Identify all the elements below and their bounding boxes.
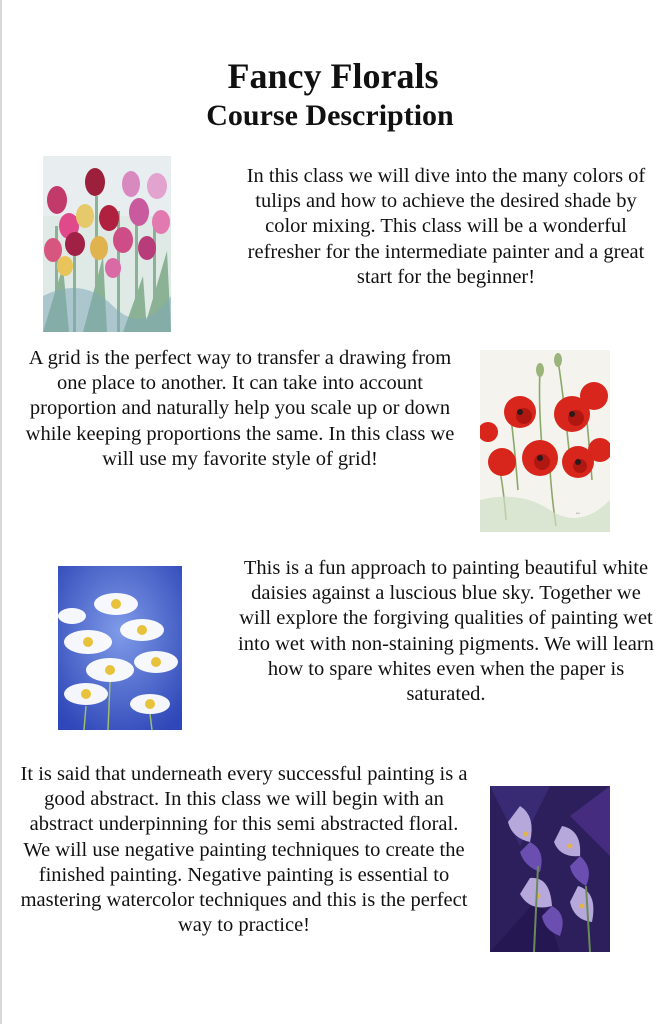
page-title: Fancy Florals bbox=[227, 56, 439, 96]
irises-description: It is said that underneath every successful painting is a good abstract. In this class we will begin with an abstract underpinning for this semi abstracted floral. We will use negative painting techniques to create the finished painting. Negative painting is essential to mastering watercolor techniques and this is the perfect way to practice! bbox=[20, 763, 468, 937]
irises-painting bbox=[490, 786, 610, 952]
poppies-description: A grid is the perfect way to transfer a drawing from one place to another. It can take into account proportion and naturally help you scale up or down while keeping proportions the same. In this class we will use my favorite style of grid! bbox=[25, 347, 455, 470]
tulips-painting bbox=[43, 156, 171, 332]
daisies-painting bbox=[58, 566, 182, 730]
page-edge bbox=[0, 0, 2, 1024]
tulips-description: In this class we will dive into the many colors of tulips and how to achieve the desired shade by color mixing. This class will be a wonderful refresher for the intermediate painter and a great start for the beginner! bbox=[246, 165, 646, 288]
svg-text:~: ~ bbox=[576, 510, 580, 518]
page-subtitle: Course Description bbox=[206, 99, 454, 132]
poppies-painting bbox=[480, 350, 610, 532]
daisies-description: This is a fun approach to painting beautiful white daisies against a luscious blue sky. Together we will explore the forgiving qualities of painting wet into wet with non-staining pigments. We will learn how to spare whites even when the paper is saturated. bbox=[238, 557, 654, 706]
